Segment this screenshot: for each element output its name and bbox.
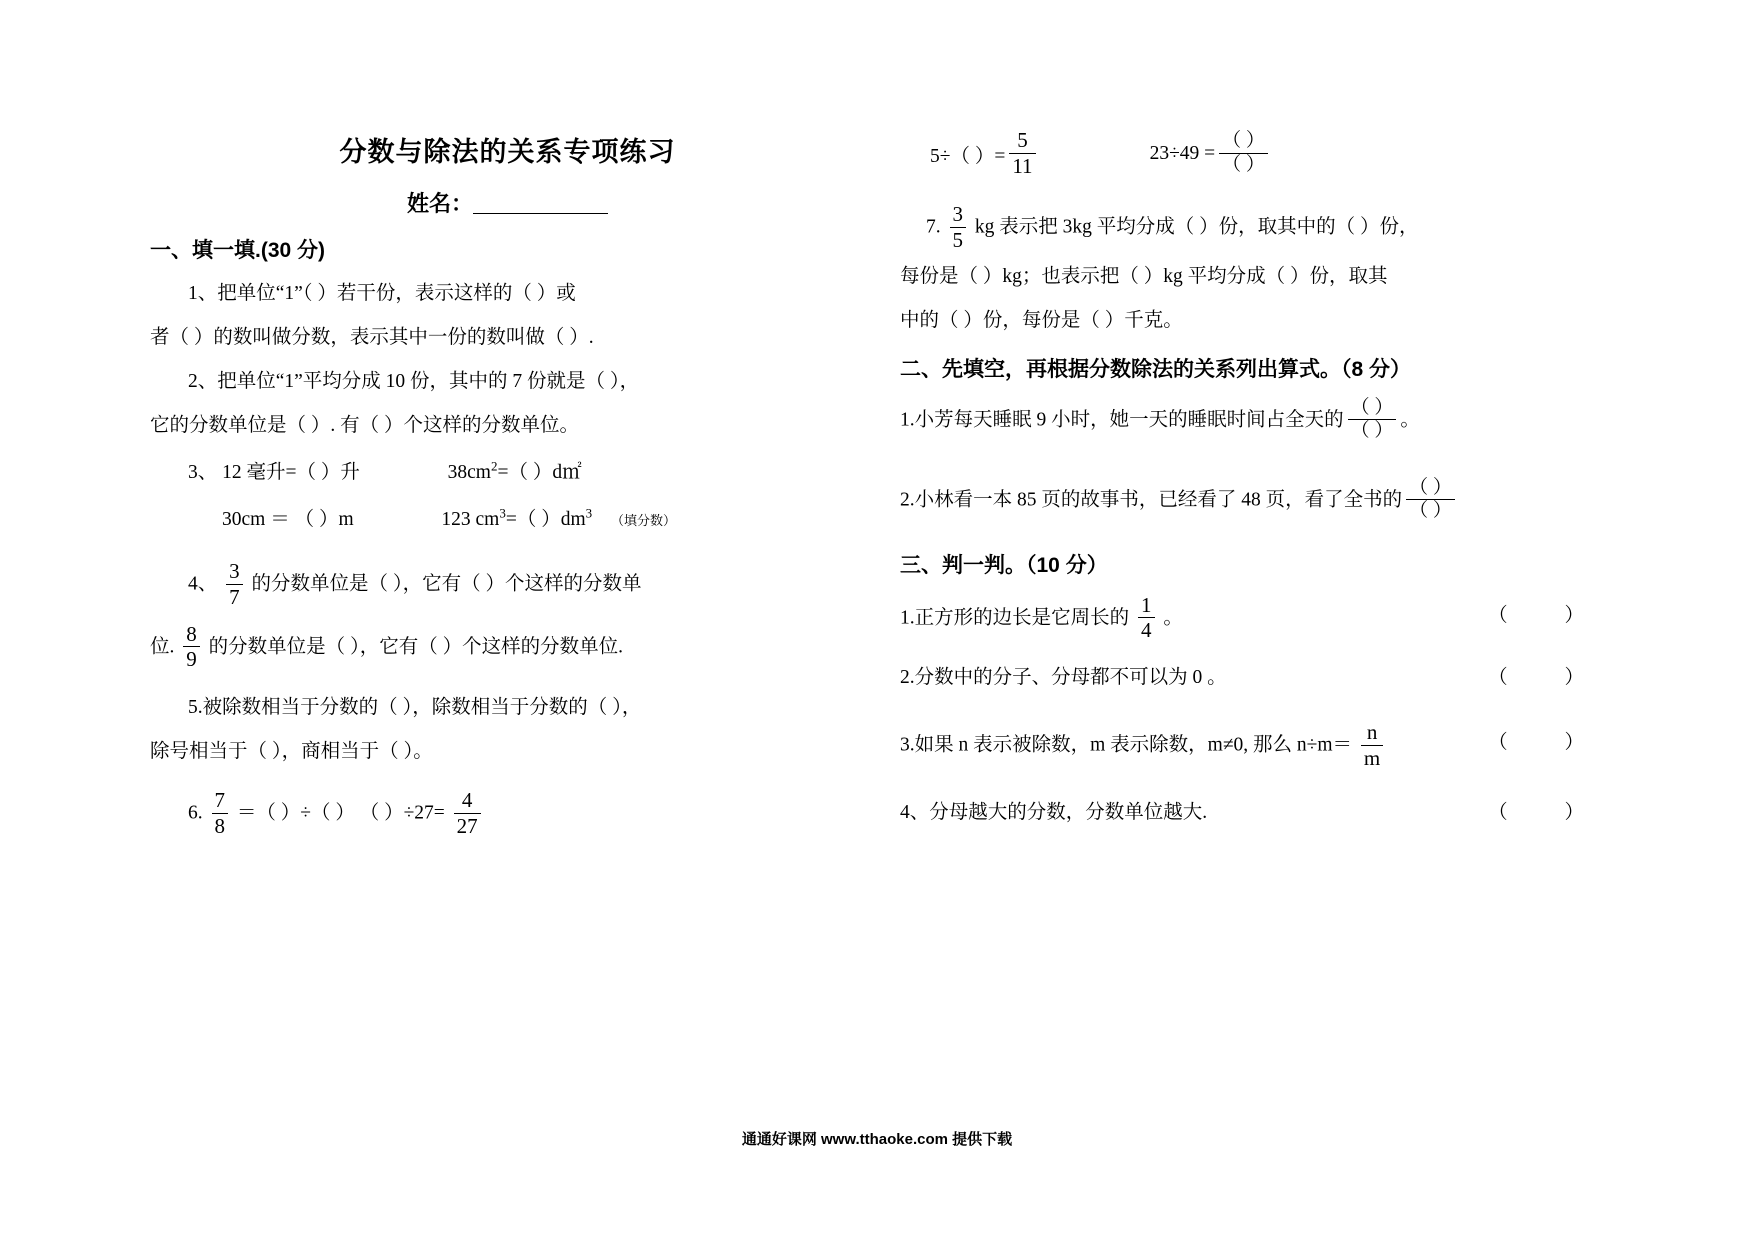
section-3-heading: 三、判一判。（10 分） (900, 553, 1108, 577)
fraction-numerator: 7 (212, 789, 229, 814)
fraction-3-7 (226, 560, 243, 608)
fraction-denominator: 8 (214, 813, 225, 838)
fraction-numerator: 3 (226, 560, 243, 585)
question-5-line-2: 除号相当于（ ），商相当于（ ）。 (150, 741, 433, 763)
fraction-5-11 (1009, 129, 1035, 177)
fraction-denominator: 9 (186, 647, 197, 672)
section-3-q3-text: 3.如果 n 表示被除数，m 表示除数，m≠0, 那么 n÷m＝ (900, 734, 1353, 756)
question-4-line-1 (150, 561, 865, 609)
question-5-line-1: 5.被除数相当于分数的（ ），除数相当于分数的（ ）， (188, 697, 642, 719)
fraction-denominator[interactable]: （ ） (1222, 153, 1265, 175)
question-3-d-exponent: 3 (499, 505, 506, 521)
section-3-q4-text: 4、分母越大的分数，分数单位越大. (900, 802, 1208, 824)
fraction-n-m (1361, 721, 1383, 769)
name-label: 姓名： (406, 191, 473, 216)
answer-bracket[interactable]: （ ） (1488, 731, 1610, 753)
question-3-a: 3、 12 毫升=（ ）升 (188, 461, 360, 483)
section-2-q1-text: 1.小芳每天睡眠 9 小时，她一天的睡眠时间占全天的 (900, 409, 1344, 431)
question-2-line-2: 它的分数单位是（ ）. 有（ ）个这样的分数单位。 (150, 414, 580, 436)
fraction-8-9 (183, 623, 200, 671)
question-6 (150, 790, 865, 838)
right-column (900, 130, 1620, 835)
fraction-numerator: 1 (1138, 594, 1155, 619)
left-column (150, 130, 865, 842)
question-3-b-exponent: 2 (490, 458, 498, 474)
question-3-d-exponent-2: 3 (585, 505, 593, 521)
fraction-4-27 (454, 789, 481, 837)
fraction-numerator: n (1361, 721, 1383, 746)
answer-bracket[interactable]: （ ） (1488, 604, 1610, 626)
question-4-lead: 4、 (188, 574, 218, 596)
fraction-denominator[interactable]: （ ） (1409, 500, 1452, 522)
question-3-line-2 (150, 497, 865, 544)
fraction-denominator[interactable]: （ ） (1350, 420, 1394, 442)
expression-2-lead: 23÷49 = (1149, 143, 1216, 165)
question-6-lead: 6. (188, 802, 203, 824)
question-7-text-1: kg 表示把 3kg 平均分成（ ）份，取其中的（ ）份， (974, 216, 1419, 238)
top-expressions-row (900, 130, 1620, 178)
fraction-numerator: 5 (1009, 129, 1035, 154)
section-2-question-1 (900, 396, 1620, 443)
section-3-question-2 (900, 657, 1620, 700)
fraction-blank-blank[interactable] (1406, 478, 1455, 522)
fraction-numerator: 8 (183, 623, 200, 648)
question-6-middle: ＝（ ）÷（ ） （ ）÷27= (236, 802, 445, 824)
section-3-q1-tail: 。 (1163, 607, 1183, 629)
question-3-c: 30cm ＝ （ ）m (222, 508, 354, 530)
section-3-q1-text: 1.正方形的边长是它周长的 (900, 607, 1130, 629)
question-3-b: 38cm (447, 461, 491, 483)
name-field-line (150, 187, 865, 218)
fraction-numerator[interactable]: （ ） (1406, 478, 1455, 501)
section-2-q2-text: 2.小林看一本 85 页的故事书，已经看了 48 页，看了全书的 (900, 489, 1403, 511)
fraction-denominator: 27 (456, 813, 478, 838)
fraction-denominator: 5 (952, 228, 963, 253)
fraction-7-8 (212, 789, 229, 837)
fraction-denominator: 11 (1012, 153, 1033, 178)
question-7-line-1 (900, 204, 1620, 252)
section-3-question-1 (900, 592, 1620, 643)
fraction-denominator: 4 (1141, 618, 1152, 643)
question-3-b-tail: =（ ）d㎡ (497, 461, 582, 483)
section-2-q1-tail: 。 (1400, 409, 1420, 431)
fraction-blank-blank[interactable] (1348, 398, 1397, 442)
question-3-note: （填分数） (611, 512, 677, 528)
fraction-1-4 (1138, 594, 1155, 642)
question-2-line-1: 2、把单位“1”平均分成 10 份，其中的 7 份就是（ ）， (188, 370, 640, 392)
question-3-d-tail: =（ ）dm (505, 508, 586, 530)
answer-bracket[interactable]: （ ） (1488, 802, 1610, 824)
section-3-question-4 (900, 792, 1620, 835)
fraction-numerator: 4 (454, 789, 481, 814)
question-4-text: 的分数单位是（ ），它有（ ）个这样的分数单 (251, 574, 642, 596)
fraction-denominator: 7 (229, 585, 240, 610)
question-7-line-3: 中的（ ）份，每份是（ ）千克。 (900, 309, 1183, 331)
section-1-heading: 一、填一填.(30 分) (150, 239, 326, 262)
question-3-line-1 (150, 450, 865, 497)
page-title: 分数与除法的关系专项练习 (339, 137, 676, 167)
section-2-question-2 (900, 476, 1620, 523)
fraction-numerator: 3 (950, 203, 967, 228)
question-4b-lead: 位. (150, 636, 175, 658)
question-4-line-2 (150, 621, 865, 672)
name-blank[interactable] (473, 193, 608, 214)
question-4b-text: 的分数单位是（ ），它有（ ）个这样的分数单位. (208, 636, 624, 658)
answer-bracket[interactable]: （ ） (1488, 667, 1610, 689)
section-2-heading: 二、先填空，再根据分数除法的关系列出算式。（8 分） (900, 357, 1412, 381)
question-1-line-1: 1、把单位“1”（ ）若干份，表示这样的（ ）或 (188, 283, 576, 304)
fraction-blank-blank[interactable] (1219, 131, 1268, 175)
question-1-line-2: 者（ ）的数叫做分数，表示其中一份的数叫做（ ）. (150, 326, 594, 348)
fraction-3-5 (950, 203, 967, 251)
fraction-numerator[interactable]: （ ） (1348, 398, 1397, 421)
question-7-lead: 7. (926, 216, 941, 238)
question-7-line-2: 每份是（ ）kg；也表示把（ ）kg 平均分成（ ）份，取其 (900, 265, 1388, 287)
question-3-d: 123 cm (441, 508, 500, 530)
footer-credit: 通通好课网 www.tthaoke.com 提供下载 (741, 1131, 1013, 1148)
section-3-question-3 (900, 719, 1620, 770)
expression-1-lead: 5÷（ ）= (930, 146, 1006, 168)
fraction-denominator: m (1363, 745, 1381, 770)
fraction-numerator[interactable]: （ ） (1219, 131, 1268, 154)
section-3-q2-text: 2.分数中的分子、分母都不可以为 0 。 (900, 667, 1227, 689)
